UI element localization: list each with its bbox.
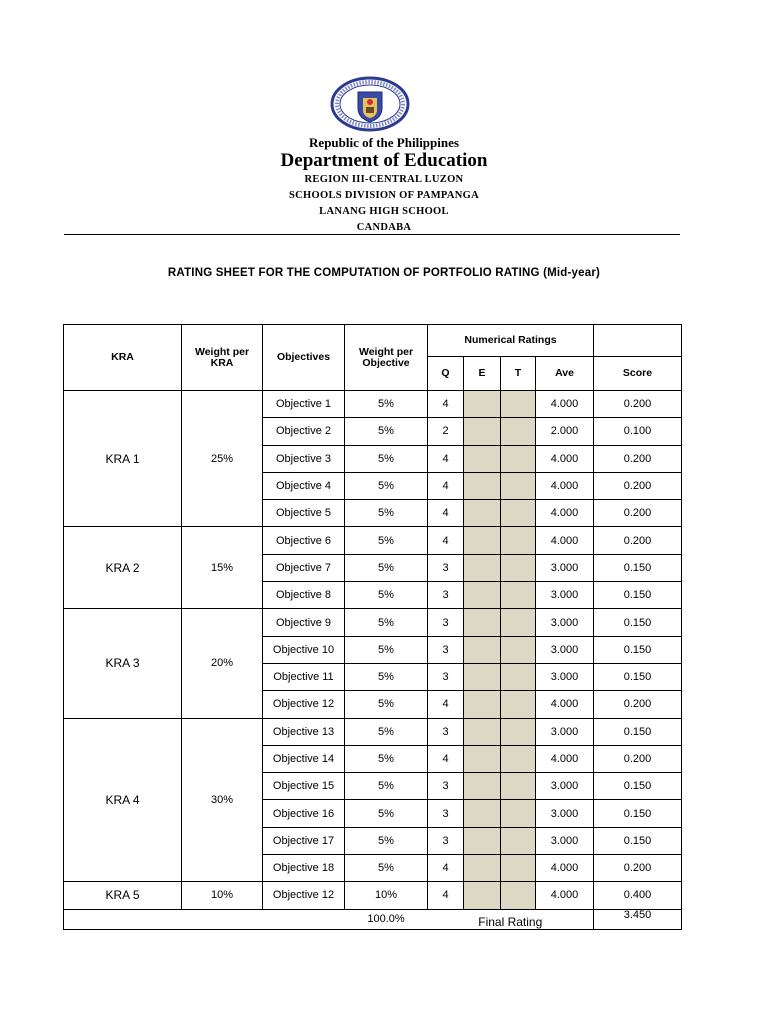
rating-e <box>464 691 501 718</box>
rating-t <box>501 609 536 636</box>
rating-e <box>464 445 501 472</box>
rating-average: 3.000 <box>536 609 594 636</box>
total-spacer <box>64 909 345 929</box>
rating-q: 4 <box>428 472 464 499</box>
rating-score: 0.150 <box>594 636 682 663</box>
rating-score: 0.200 <box>594 745 682 772</box>
page-title: RATING SHEET FOR THE COMPUTATION OF PORTFOLIO RATING (Mid-year) <box>167 267 601 279</box>
objective-weight: 5% <box>345 500 428 527</box>
rating-t <box>501 855 536 882</box>
objective-weight: 5% <box>345 663 428 690</box>
objective-weight: 5% <box>345 554 428 581</box>
table-row <box>64 882 682 909</box>
rating-average: 3.000 <box>536 827 594 854</box>
table-row <box>64 609 682 636</box>
rating-e <box>464 882 501 909</box>
objective-weight: 5% <box>345 827 428 854</box>
objective-weight: 10% <box>345 882 428 909</box>
header-divider <box>64 234 680 235</box>
rating-average: 3.000 <box>536 554 594 581</box>
rating-t <box>501 773 536 800</box>
header-numerical-ratings: Numerical Ratings <box>428 325 594 357</box>
kra-weight: 30% <box>182 718 263 882</box>
kra-label: KRA 1 <box>64 391 182 527</box>
rating-table <box>63 324 682 930</box>
rating-score: 0.150 <box>594 773 682 800</box>
rating-score: 0.200 <box>594 500 682 527</box>
rating-average: 3.000 <box>536 636 594 663</box>
rating-t <box>501 691 536 718</box>
kra-weight: 25% <box>182 391 263 527</box>
rating-average: 3.000 <box>536 800 594 827</box>
rating-score: 0.150 <box>594 827 682 854</box>
rating-score: 0.400 <box>594 882 682 909</box>
rating-q: 3 <box>428 636 464 663</box>
rating-average: 4.000 <box>536 527 594 554</box>
objective-weight: 5% <box>345 582 428 609</box>
objective-name: Objective 5 <box>263 500 345 527</box>
rating-average: 4.000 <box>536 855 594 882</box>
rating-q: 3 <box>428 554 464 581</box>
rating-e <box>464 500 501 527</box>
rating-average: 4.000 <box>536 445 594 472</box>
rating-average: 3.000 <box>536 582 594 609</box>
rating-score: 0.200 <box>594 445 682 472</box>
rating-average: 4.000 <box>536 391 594 418</box>
rating-e <box>464 554 501 581</box>
rating-e <box>464 472 501 499</box>
total-weight: 100.0% <box>345 909 428 929</box>
header-town: CANDABA <box>356 222 412 233</box>
objective-weight: 5% <box>345 445 428 472</box>
rating-score: 0.200 <box>594 391 682 418</box>
rating-score: 0.150 <box>594 800 682 827</box>
header-department: Department of Education <box>280 150 488 171</box>
objective-name: Objective 15 <box>263 773 345 800</box>
objective-name: Objective 4 <box>263 472 345 499</box>
kra-label: KRA 5 <box>64 882 182 909</box>
rating-q: 4 <box>428 527 464 554</box>
kra-weight: 10% <box>182 882 263 909</box>
rating-q: 4 <box>428 882 464 909</box>
objective-weight: 5% <box>345 391 428 418</box>
objective-name: Objective 7 <box>263 554 345 581</box>
rating-average: 4.000 <box>536 745 594 772</box>
table-row <box>64 718 682 745</box>
objective-weight: 5% <box>345 472 428 499</box>
rating-score: 0.200 <box>594 527 682 554</box>
header-weight-per-objective: Weight per Objective <box>345 325 428 391</box>
rating-t <box>501 527 536 554</box>
rating-t <box>501 636 536 663</box>
rating-e <box>464 827 501 854</box>
header-school: LANANG HIGH SCHOOL <box>319 206 449 217</box>
objective-name: Objective 16 <box>263 800 345 827</box>
rating-e <box>464 663 501 690</box>
kra-weight: 20% <box>182 609 263 718</box>
rating-e <box>464 418 501 445</box>
objective-name: Objective 12 <box>263 691 345 718</box>
rating-score: 0.150 <box>594 609 682 636</box>
objective-name: Objective 2 <box>263 418 345 445</box>
rating-average: 3.000 <box>536 773 594 800</box>
rating-t <box>501 882 536 909</box>
objective-name: Objective 10 <box>263 636 345 663</box>
rating-average: 4.000 <box>536 691 594 718</box>
rating-q: 3 <box>428 582 464 609</box>
rating-t <box>501 718 536 745</box>
objective-weight: 5% <box>345 418 428 445</box>
kra-label: KRA 4 <box>64 718 182 882</box>
header-division: SCHOOLS DIVISION OF PAMPANGA <box>289 190 479 201</box>
objective-name: Objective 11 <box>263 663 345 690</box>
header-ave: Ave <box>536 357 594 391</box>
objective-name: Objective 3 <box>263 445 345 472</box>
objective-name: Objective 12 <box>263 882 345 909</box>
rating-e <box>464 636 501 663</box>
objective-weight: 5% <box>345 855 428 882</box>
objective-weight: 5% <box>345 636 428 663</box>
rating-average: 3.000 <box>536 663 594 690</box>
rating-score: 0.200 <box>594 472 682 499</box>
header-region: REGION III-CENTRAL LUZON <box>304 174 464 185</box>
header-objectives: Objectives <box>263 325 345 391</box>
objective-name: Objective 14 <box>263 745 345 772</box>
total-row <box>64 909 682 929</box>
objective-name: Objective 8 <box>263 582 345 609</box>
rating-score: 0.150 <box>594 582 682 609</box>
rating-t <box>501 500 536 527</box>
rating-e <box>464 773 501 800</box>
rating-score: 0.200 <box>594 691 682 718</box>
rating-q: 4 <box>428 855 464 882</box>
rating-t <box>501 827 536 854</box>
objective-weight: 5% <box>345 745 428 772</box>
objective-name: Objective 13 <box>263 718 345 745</box>
header-t: T <box>501 357 536 391</box>
table-row <box>64 391 682 418</box>
objective-name: Objective 9 <box>263 609 345 636</box>
objective-weight: 5% <box>345 718 428 745</box>
rating-score: 0.150 <box>594 554 682 581</box>
rating-q: 4 <box>428 745 464 772</box>
rating-t <box>501 472 536 499</box>
objective-name: Objective 1 <box>263 391 345 418</box>
rating-q: 4 <box>428 445 464 472</box>
rating-t <box>501 582 536 609</box>
rating-t <box>501 554 536 581</box>
rating-score: 0.100 <box>594 418 682 445</box>
rating-e <box>464 391 501 418</box>
rating-q: 4 <box>428 500 464 527</box>
rating-score: 0.200 <box>594 855 682 882</box>
rating-e <box>464 855 501 882</box>
rating-average: 4.000 <box>536 882 594 909</box>
rating-q: 3 <box>428 609 464 636</box>
objective-name: Objective 6 <box>263 527 345 554</box>
rating-q: 4 <box>428 391 464 418</box>
rating-t <box>501 745 536 772</box>
rating-t <box>501 391 536 418</box>
objective-weight: 5% <box>345 691 428 718</box>
rating-t <box>501 445 536 472</box>
header-kra: KRA <box>64 325 182 391</box>
rating-average: 2.000 <box>536 418 594 445</box>
rating-score: 0.150 <box>594 663 682 690</box>
rating-t <box>501 418 536 445</box>
rating-t <box>501 800 536 827</box>
header-e: E <box>464 357 501 391</box>
rating-e <box>464 718 501 745</box>
rating-e <box>464 745 501 772</box>
rating-average: 4.000 <box>536 472 594 499</box>
final-rating-value: 3.450 <box>594 909 682 929</box>
rating-q: 4 <box>428 691 464 718</box>
rating-q: 3 <box>428 718 464 745</box>
deped-seal-icon <box>330 76 410 132</box>
header-score: Score <box>594 357 682 391</box>
rating-q: 2 <box>428 418 464 445</box>
header-q: Q <box>428 357 464 391</box>
rating-average: 3.000 <box>536 718 594 745</box>
rating-e <box>464 609 501 636</box>
objective-weight: 5% <box>345 773 428 800</box>
rating-average: 4.000 <box>536 500 594 527</box>
rating-q: 3 <box>428 773 464 800</box>
rating-e <box>464 582 501 609</box>
header-blank <box>594 325 682 357</box>
objective-name: Objective 18 <box>263 855 345 882</box>
objective-weight: 5% <box>345 800 428 827</box>
rating-q: 3 <box>428 663 464 690</box>
rating-e <box>464 800 501 827</box>
rating-e <box>464 527 501 554</box>
rating-t <box>501 663 536 690</box>
objective-weight: 5% <box>345 527 428 554</box>
rating-q: 3 <box>428 827 464 854</box>
objective-name: Objective 17 <box>263 827 345 854</box>
header-republic: Republic of the Philippines <box>309 135 459 150</box>
objective-weight: 5% <box>345 609 428 636</box>
final-rating-label: Final Rating <box>428 909 594 929</box>
rating-score: 0.150 <box>594 718 682 745</box>
kra-weight: 15% <box>182 527 263 609</box>
header-weight-per-kra: Weight per KRA <box>182 325 263 391</box>
table-row <box>64 527 682 554</box>
kra-label: KRA 2 <box>64 527 182 609</box>
kra-label: KRA 3 <box>64 609 182 718</box>
rating-q: 3 <box>428 800 464 827</box>
